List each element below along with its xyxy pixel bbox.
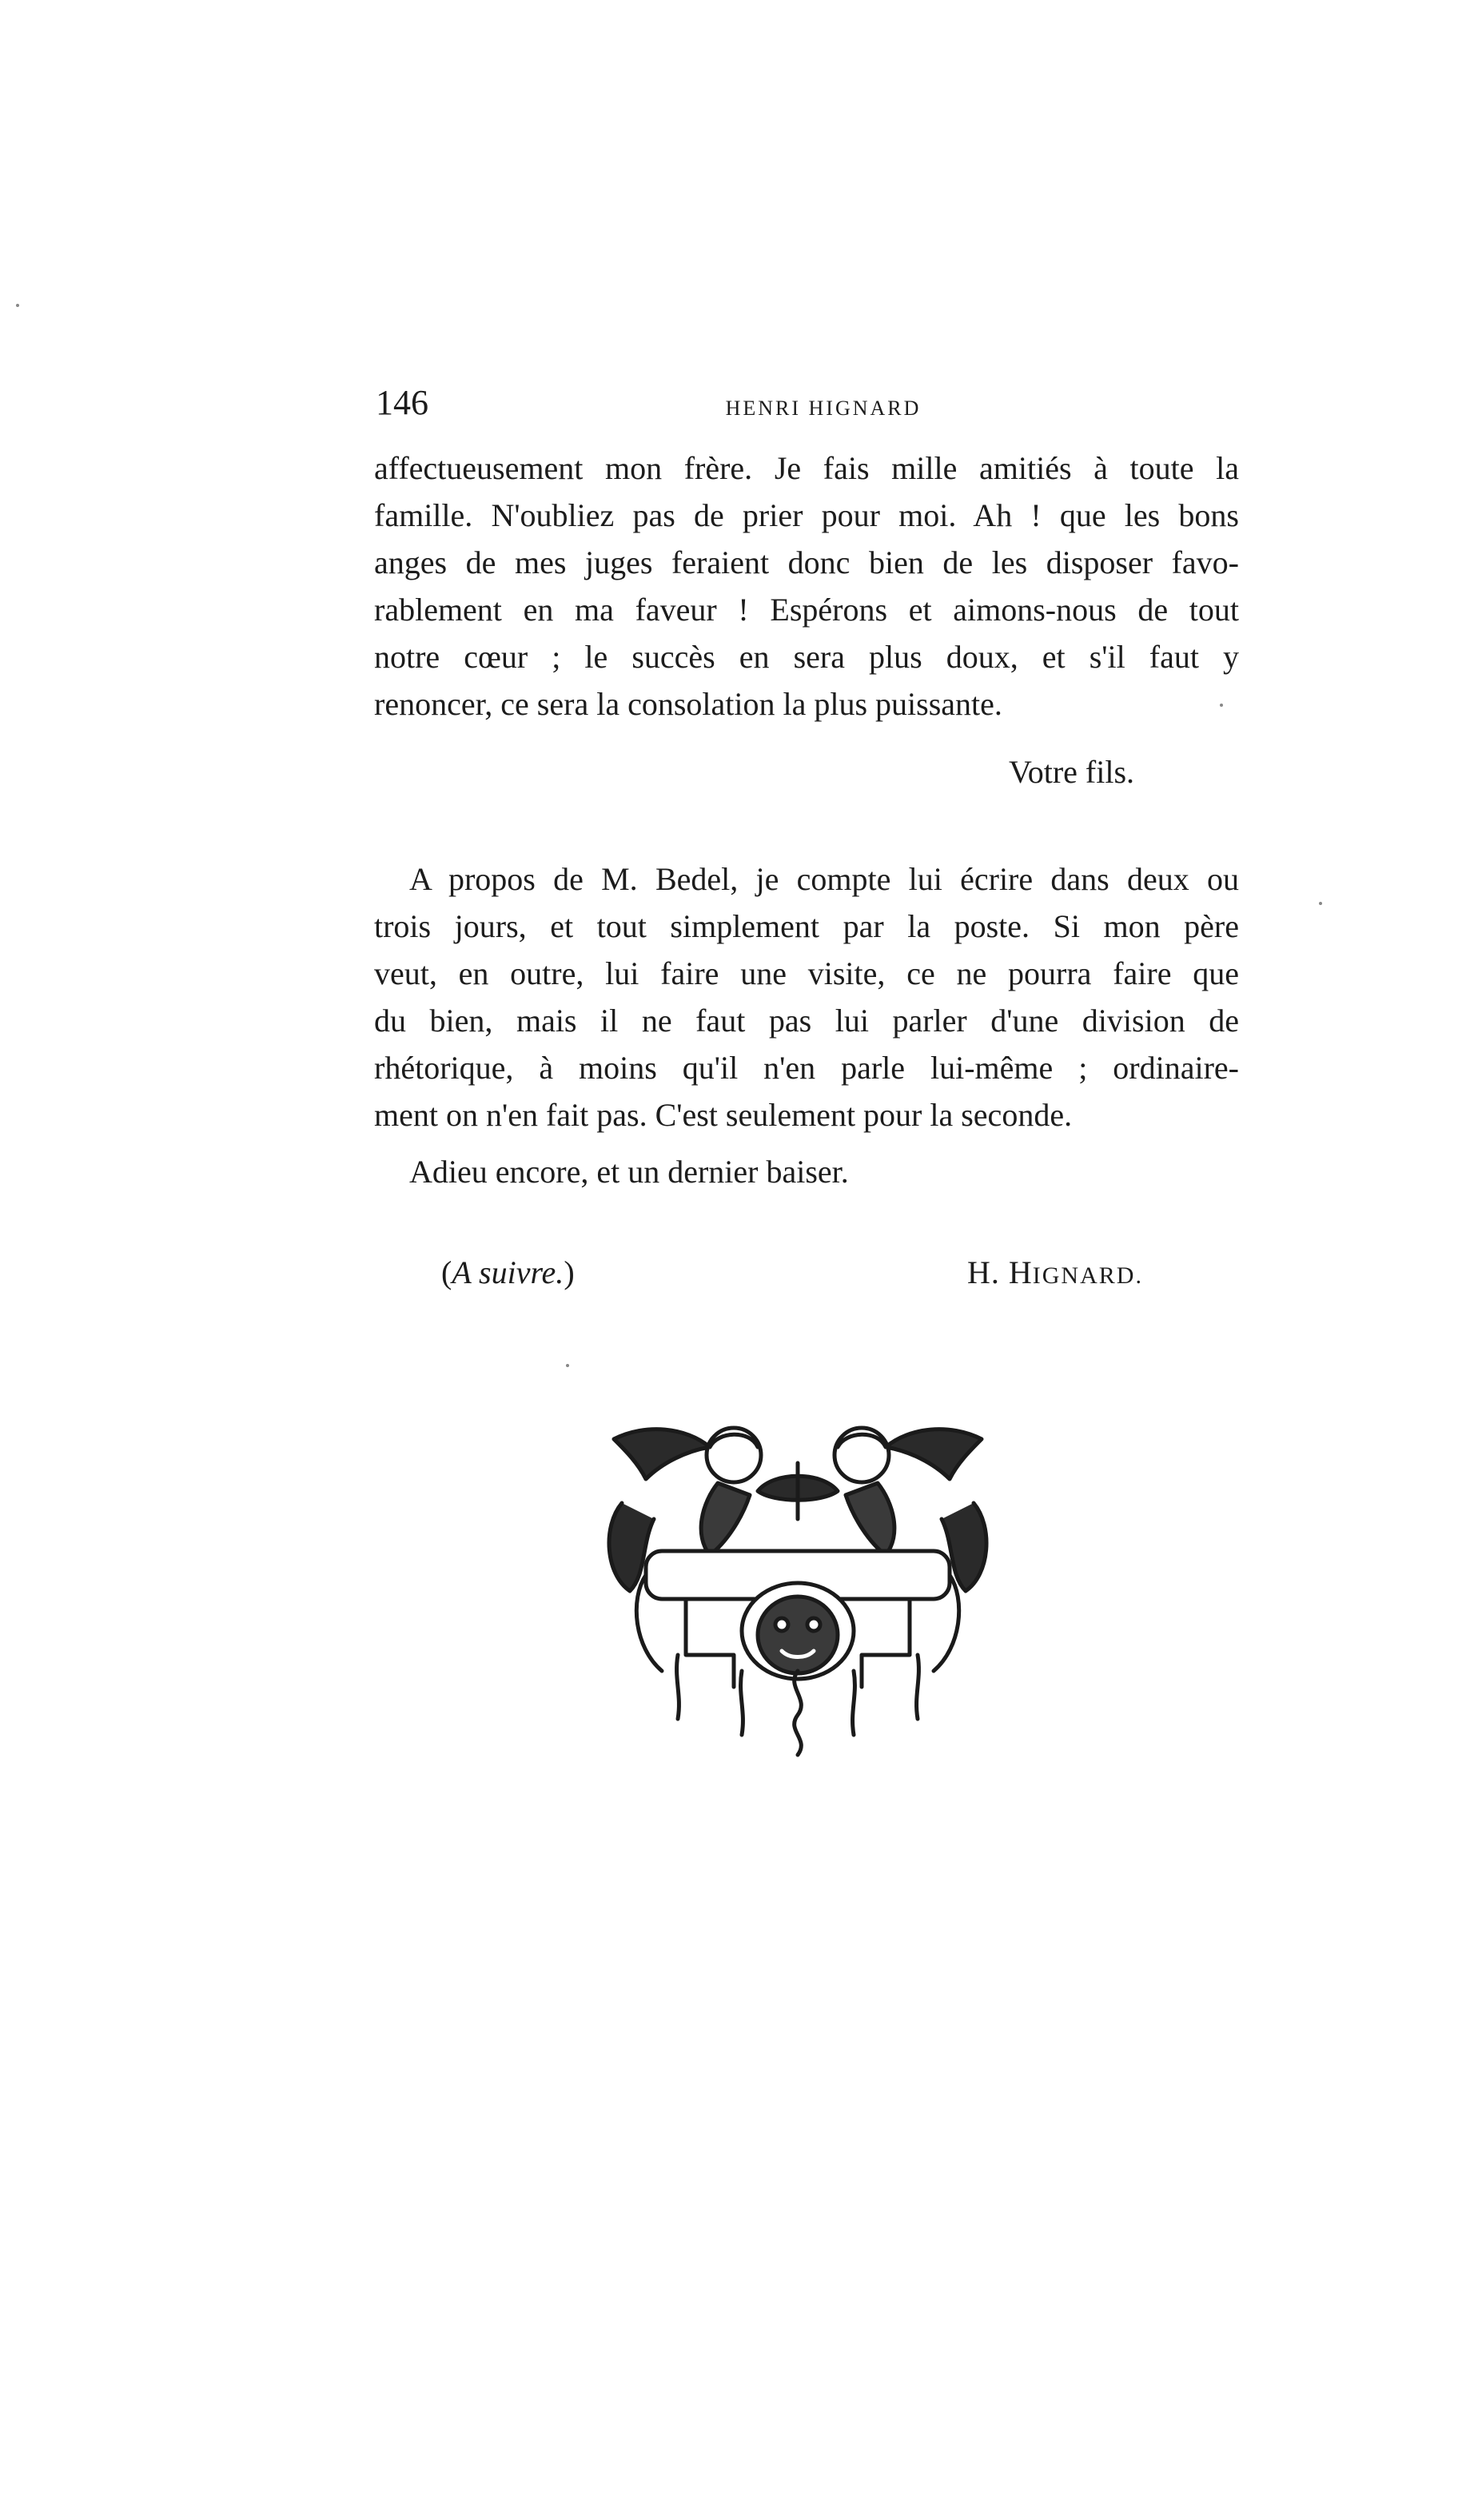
text-line: ment on n'en fait pas. C'est seulement pour la seconde.: [374, 1097, 1073, 1133]
text-line: trois jours, et tout simplement par la poste. Si mon père: [374, 908, 1239, 944]
margin-speck: [566, 1364, 569, 1367]
cherubs-and-mask-vignette-icon: [598, 1415, 998, 1759]
letter-paragraph: [374, 445, 1239, 728]
running-title: HENRI HIGNARD: [725, 397, 922, 420]
text-line: du bien, mais il ne faut pas lui parler d'une division de: [374, 1003, 1239, 1039]
margin-speck: [16, 304, 19, 307]
text-line: affectueusement mon frère. Je fais mille amitiés à toute la: [374, 450, 1239, 486]
page-number: 146: [376, 383, 428, 422]
signature-initial: H. H: [967, 1254, 1033, 1290]
postscript-paragraph: [374, 855, 1239, 1138]
to-be-continued: [441, 1254, 575, 1291]
closing-salutation: Votre fils.: [1009, 754, 1135, 790]
text-line: rhétorique, à moins qu'il n'en parle lui-même ; ordinaire-: [374, 1050, 1239, 1086]
to-be-continued-text: A suivre.: [452, 1254, 564, 1290]
farewell-line: Adieu encore, et un dernier baiser.: [409, 1154, 849, 1190]
paren-close: ): [564, 1254, 575, 1290]
paren-open: (: [441, 1254, 452, 1290]
signature-smallcaps: IGNARD.: [1032, 1262, 1143, 1289]
margin-speck: [1319, 902, 1322, 905]
text-line: renoncer, ce sera la consolation la plus puissante.: [374, 686, 1002, 722]
text-line: rablement en ma faveur ! Espérons et aimons-nous de tout: [374, 592, 1239, 628]
running-head: [376, 382, 1239, 430]
text-line: A propos de M. Bedel, je compte lui écrire dans deux ou: [409, 861, 1239, 897]
text-line: famille. N'oubliez pas de prier pour moi. Ah ! que les bons: [374, 497, 1239, 533]
margin-speck: [1220, 704, 1223, 707]
text-line: anges de mes juges feraient donc bien de les disposer favo-: [374, 544, 1239, 580]
author-signature: [967, 1254, 1143, 1291]
text-line: notre cœur ; le succès en sera plus doux, et s'il faut y: [374, 639, 1239, 675]
text-line: veut, en outre, lui faire une visite, ce ne pourra faire que: [374, 955, 1239, 991]
